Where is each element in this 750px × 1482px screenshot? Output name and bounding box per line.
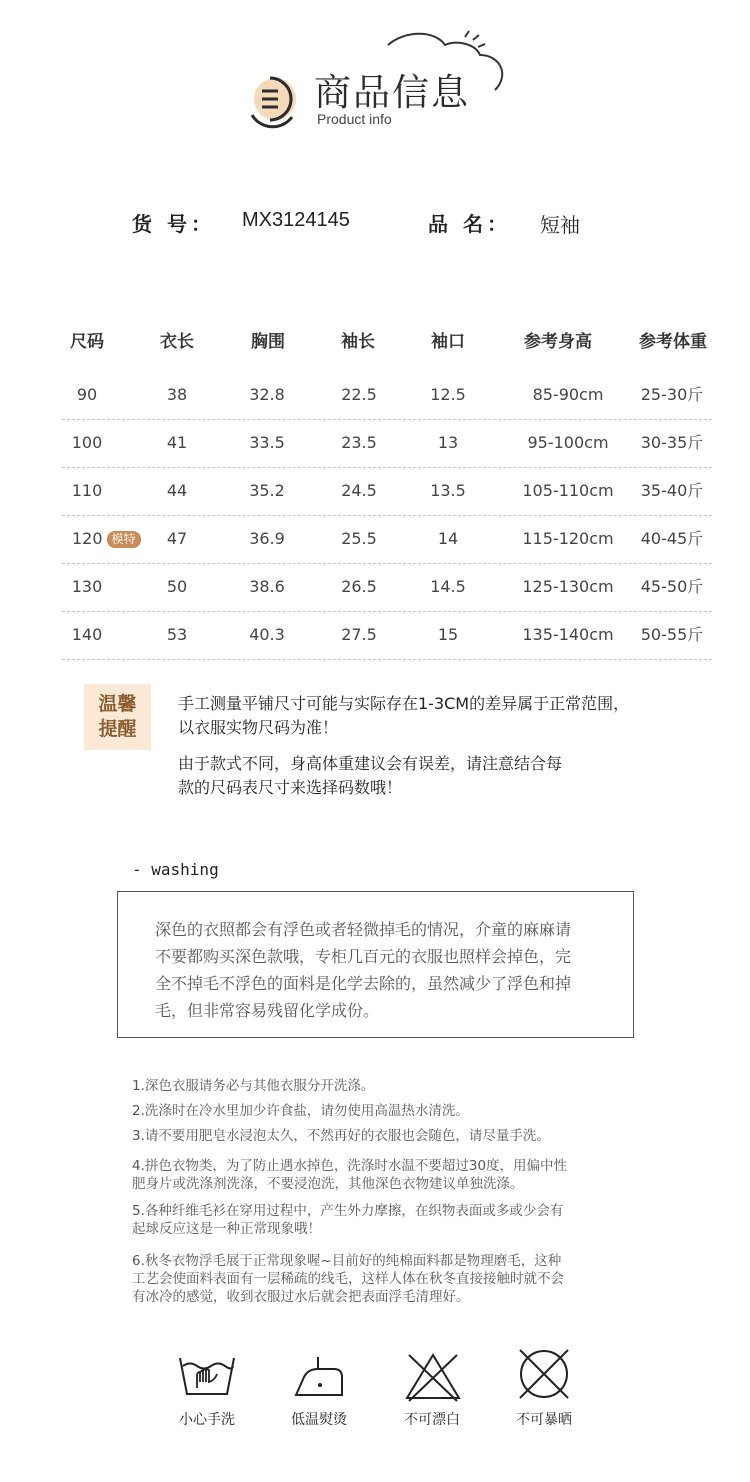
tip-badge-line2: 提醒 xyxy=(98,718,137,740)
washing-box-line: 不要都购买深色款哦，专柜几百元的衣服也照样会掉色，完 xyxy=(155,947,572,966)
cell-chest: 32.8 xyxy=(249,385,285,404)
note-line: 工艺会使面料表面有一层稀疏的线毛，这样人体在秋冬直接接触时就不会 xyxy=(132,1271,564,1287)
cell-size: 130 xyxy=(71,577,103,596)
cell-chest: 35.2 xyxy=(249,481,285,500)
cell-length: 44 xyxy=(166,481,188,500)
cell-height: 135-140cm xyxy=(522,625,614,644)
cell-weight: 45-50斤 xyxy=(640,577,704,596)
cell-length: 50 xyxy=(166,577,188,596)
note-line: 6.秋冬衣物浮毛展于正常现象喔~目前好的纯棉面料都是物理磨毛，这种 xyxy=(132,1253,562,1269)
cell-weight: 30-35斤 xyxy=(640,433,704,452)
header-length: 衣长 xyxy=(160,332,194,352)
tip-line: 由于款式不同，身高体重建议会有误差，请注意结合每 xyxy=(178,754,563,773)
care-label-low-iron: 低温熨烫 xyxy=(291,1412,347,1428)
washing-note-1 xyxy=(132,1077,622,1095)
cell-sleeve: 26.5 xyxy=(341,577,377,596)
cell-height: 125-130cm xyxy=(522,577,614,596)
tip-paragraph-1 xyxy=(178,692,698,740)
table-row xyxy=(62,611,712,660)
cell-weight: 35-40斤 xyxy=(640,481,704,500)
washing-title: - washing xyxy=(132,860,219,879)
tip-line: 以衣服实物尺码为准！ xyxy=(178,718,339,737)
cell-sleeve: 23.5 xyxy=(341,433,377,452)
washing-note-2 xyxy=(132,1102,622,1120)
care-label-no-sun-dry: 不可暴晒 xyxy=(516,1412,572,1428)
no-bleach-icon xyxy=(404,1352,462,1402)
table-row xyxy=(62,467,712,516)
header-height: 参考身高 xyxy=(524,332,592,352)
header-weight: 参考体重 xyxy=(639,332,707,352)
washing-box-text xyxy=(155,916,600,1024)
note-line: 肥身片或洗涤剂洗涤，不要浸泡洗，其他深色衣物建议单独洗涤。 xyxy=(132,1176,524,1192)
care-label-hand-wash: 小心手洗 xyxy=(179,1412,235,1428)
tip-badge-line1: 温馨 xyxy=(98,693,137,715)
page-subtitle: Product info xyxy=(317,111,392,127)
document-circle-icon xyxy=(252,78,296,127)
washing-box-line: 深色的衣照都会有浮色或者轻微掉毛的情况，介童的麻麻请 xyxy=(155,920,572,939)
cell-cuff: 13.5 xyxy=(430,481,466,500)
cell-sleeve: 27.5 xyxy=(341,625,377,644)
cell-cuff: 14.5 xyxy=(430,577,466,596)
cell-length: 38 xyxy=(166,385,188,404)
washing-note-3 xyxy=(132,1127,622,1145)
care-label-no-bleach: 不可漂白 xyxy=(404,1412,460,1428)
cell-size: 140 xyxy=(71,625,103,644)
tip-line: 手工测量平铺尺寸可能与实际存在1-3CM的差异属于正常范围， xyxy=(178,694,630,713)
washing-note-6 xyxy=(132,1252,622,1306)
cell-sleeve: 22.5 xyxy=(341,385,377,404)
header-size: 尺码 xyxy=(70,332,104,352)
note-line: 5.各种纤维毛衫在穿用过程中，产生外力摩擦，在织物表面或多或少会有 xyxy=(132,1203,564,1219)
cell-cuff: 12.5 xyxy=(430,385,466,404)
cell-length: 41 xyxy=(166,433,188,452)
table-row xyxy=(62,515,712,564)
note-line: 3.请不要用肥皂水浸泡太久，不然再好的衣服也会随色，请尽量手洗。 xyxy=(132,1128,550,1144)
note-line: 有冰冷的感觉，收到衣服过水后就会把表面浮毛清理好。 xyxy=(132,1289,470,1305)
cell-weight: 50-55斤 xyxy=(640,625,704,644)
washing-box-line: 毛，但非常容易残留化学成份。 xyxy=(155,1001,380,1020)
table-row xyxy=(62,419,712,468)
header-cuff: 袖口 xyxy=(431,332,465,352)
tip-badge xyxy=(84,684,151,750)
page-title: 商品信息 xyxy=(314,71,470,114)
cell-sleeve: 24.5 xyxy=(341,481,377,500)
cell-size: 100 xyxy=(71,433,103,452)
note-line: 2.洗涤时在冷水里加少许食盐，请勿使用高温热水清洗。 xyxy=(132,1103,469,1119)
cell-chest: 36.9 xyxy=(249,529,285,548)
cell-chest: 33.5 xyxy=(249,433,285,452)
washing-note-4 xyxy=(132,1157,622,1193)
tip-line: 款的尺码表尺寸来选择码数哦！ xyxy=(178,778,403,797)
cell-cuff: 14 xyxy=(437,529,459,548)
cell-weight: 25-30斤 xyxy=(640,385,704,404)
cell-height: 85-90cm xyxy=(532,385,604,404)
header-sleeve: 袖长 xyxy=(341,332,375,352)
cell-cuff: 13 xyxy=(437,433,459,452)
header-chest: 胸围 xyxy=(251,332,285,352)
model-badge: 模特 xyxy=(107,531,141,548)
sku-label: 货 号： xyxy=(132,212,215,236)
table-row xyxy=(62,563,712,612)
cell-height: 115-120cm xyxy=(522,529,614,548)
cell-size-value: 120 xyxy=(72,529,103,548)
washing-note-5 xyxy=(132,1202,622,1238)
name-value: 短袖 xyxy=(540,213,580,237)
note-line: 4.拼色衣物类，为了防止遇水掉色，洗涤时水温不要超过30度，用偏中性 xyxy=(132,1158,568,1174)
cell-chest: 40.3 xyxy=(249,625,285,644)
name-label: 品 名： xyxy=(428,212,511,236)
washing-box-line: 全不掉毛不浮色的面料是化学去除的，虽然减少了浮色和掉 xyxy=(155,974,572,993)
low-iron-icon xyxy=(292,1355,348,1401)
cell-length: 47 xyxy=(166,529,188,548)
hand-wash-icon xyxy=(177,1352,237,1400)
tip-paragraph-2 xyxy=(178,752,698,800)
no-sun-dry-icon xyxy=(516,1346,572,1402)
cell-size: 110 xyxy=(71,481,103,500)
cell-cuff: 15 xyxy=(437,625,459,644)
cell-length: 53 xyxy=(166,625,188,644)
sku-value: MX3124145 xyxy=(242,209,350,231)
table-row xyxy=(62,371,712,420)
cell-height: 95-100cm xyxy=(527,433,609,452)
note-line: 起球反应这是一种正常现象哦！ xyxy=(132,1221,321,1237)
cell-weight: 40-45斤 xyxy=(640,529,704,548)
note-line: 1.深色衣服请务必与其他衣服分开洗涤。 xyxy=(132,1078,375,1094)
cell-size: 90 xyxy=(76,385,98,404)
cell-chest: 38.6 xyxy=(249,577,285,596)
cell-height: 105-110cm xyxy=(522,481,614,500)
cell-sleeve: 25.5 xyxy=(341,529,377,548)
